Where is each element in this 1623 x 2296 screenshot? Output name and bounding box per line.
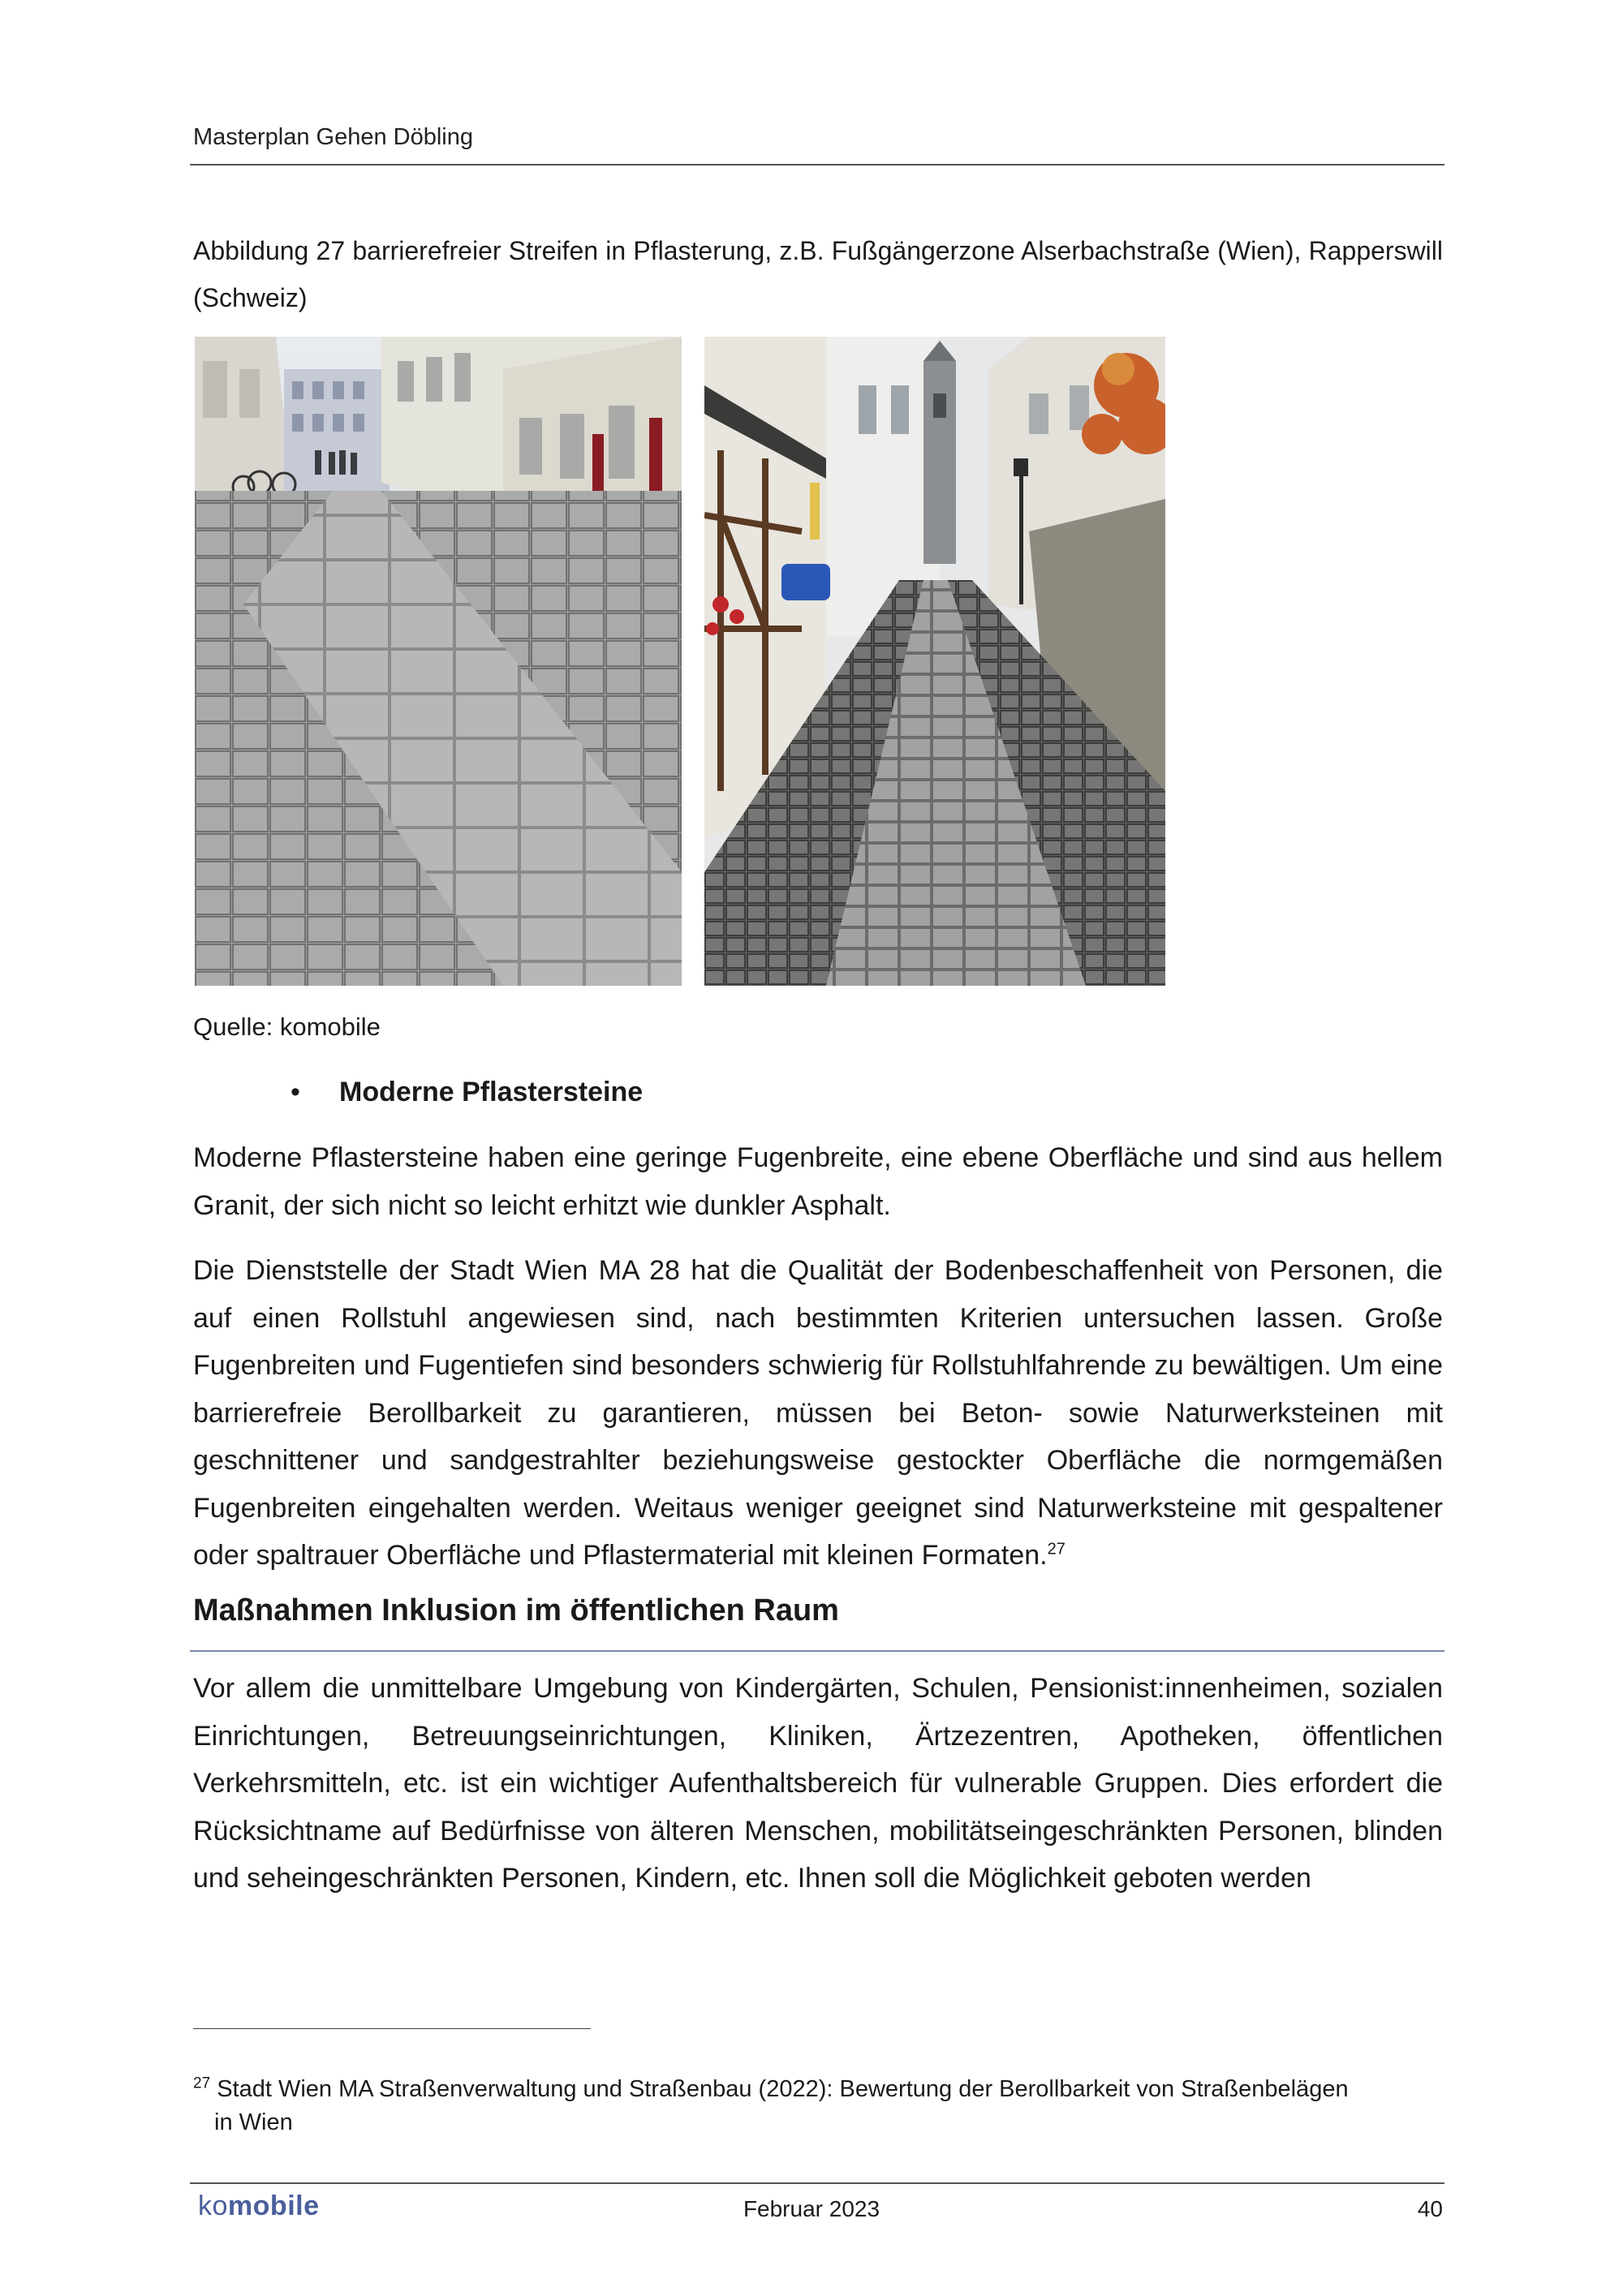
paragraph-ma28-text: Die Dienststelle der Stadt Wien MA 28 hat die Qualität der Bodenbeschaffenheit von Personen, die auf einen Rollstuhl angewiesen sind, nach bestimmten Kriterien untersuchen lassen. Große Fugenbreiten und Fugentiefen sind besonders schwierig für Rollstuhlfahrende zu bewältigen. Um eine barrierefreie Berollbarkeit zu garantieren, müssen bei Beton- sowie Naturwerksteinen mit geschnittener und sandgestrahlter beziehungsweise gestockter Oberfläche die normgemäßen Fugenbreiten eingehalten werden. Weitaus weniger geeignet sind Naturwerksteine mit gespaltener oder spaltrauer Oberfläche und Pflastermaterial mit kleinen Formaten. xyxy=(193,1255,1443,1571)
bullet-label: Moderne Pflastersteine xyxy=(339,1077,644,1107)
figure-source: Quelle: komobile xyxy=(193,1013,381,1041)
photo-alserbachstrasse xyxy=(195,337,682,986)
footer-date: Februar 2023 xyxy=(743,2196,880,2221)
paragraph-ma28 xyxy=(193,1247,1443,1580)
section-rule xyxy=(190,1650,1444,1652)
footnote-text-line1: Stadt Wien MA Straßenverwaltung und Straßenbau (2022): Bewertung der Berollbarkeit von Straßenbelägen xyxy=(217,2076,1349,2102)
photo-rapperswil xyxy=(704,337,1165,986)
running-header: Masterplan Gehen Döbling xyxy=(193,124,473,150)
footnote xyxy=(193,2073,1443,2139)
footer-rule xyxy=(190,2182,1444,2184)
footnote-number: 27 xyxy=(193,2075,211,2092)
komobile-logo: komobile xyxy=(198,2191,320,2221)
bullet-item xyxy=(291,1077,643,1108)
footnote-text-line2: in Wien xyxy=(214,2109,293,2135)
footnote-reference[interactable]: 27 xyxy=(1047,1540,1065,1559)
section-heading: Maßnahmen Inklusion im öffentlichen Raum xyxy=(193,1593,839,1627)
figure-caption: Abbildung 27 barrierefreier Streifen in Pflasterung, z.B. Fußgängerzone Alserbachstraße (Wien), Rapperswill (Schweiz) xyxy=(193,236,1443,312)
paragraph-inklusion: Vor allem die unmittelbare Umgebung von Kindergärten, Schulen, Pensionist:innenheimen, sozialen Einrichtungen, Betreuungseinrichtungen, Kliniken, Ärtzezentren, Apotheken, öffentlichen Verkehrsmitteln, etc. ist ein wichtiger Aufenthaltsbereich für vulnerable Gruppen. Dies erfordert die Rücksichtname auf Bedürfnisse von älteren Menschen, mobilitätseingeschränkten Personen, blinden und seheingeschränkten Personen, Kindern, etc. Ihnen soll die Möglichkeit geboten werden xyxy=(193,1673,1443,1894)
paragraph-pflastersteine: Moderne Pflastersteine haben eine geringe Fugenbreite, eine ebene Oberfläche und sind aus hellem Granit, der sich nicht so leicht erhitzt wie dunkler Asphalt. xyxy=(193,1142,1443,1221)
page-number: 40 xyxy=(1417,2196,1443,2221)
bullet-icon: • xyxy=(291,1077,300,1107)
footnote-separator xyxy=(193,2028,591,2029)
header-rule xyxy=(190,164,1444,166)
